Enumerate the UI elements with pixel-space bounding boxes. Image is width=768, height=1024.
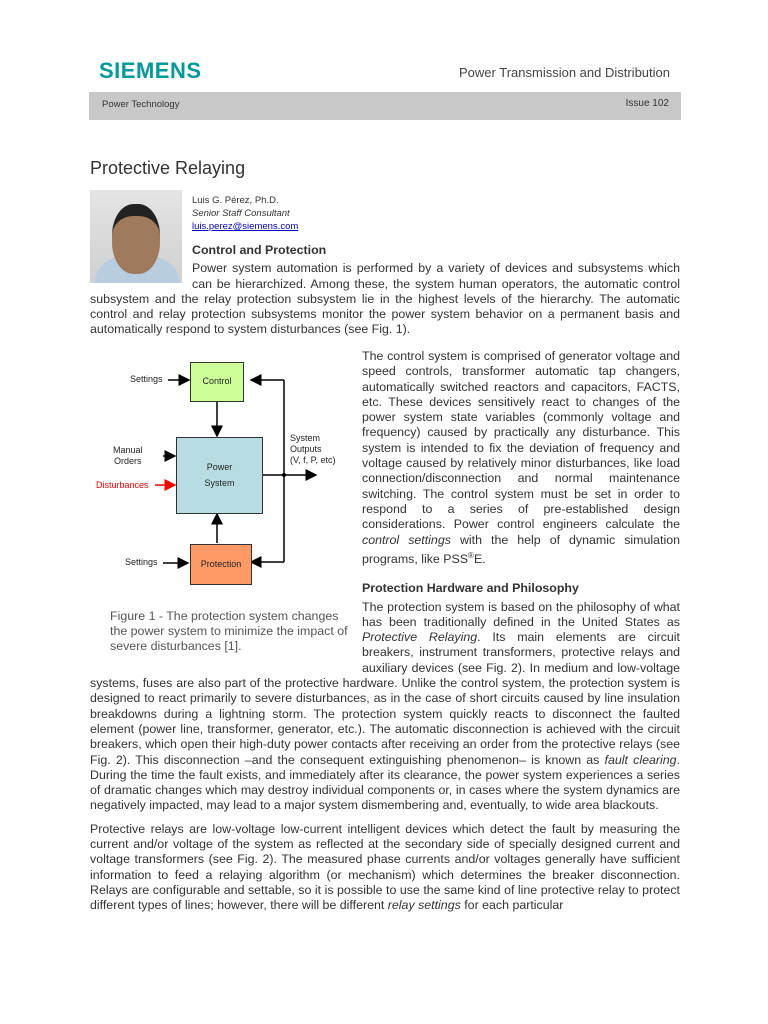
section-heading-control: Control and Protection [192,243,327,257]
header-band [89,92,681,120]
outputs-line: (V, f, P, etc) [290,455,336,465]
emphasis: Protective Relaying [362,630,478,645]
emphasis: control settings [362,532,451,547]
author-photo [90,190,182,283]
text: Protective relays are low-voltage low-current intelligent devices which detect the fault by measuring the current and/or voltage of the system as reflected at the secondary side of specially designed current and voltage transformers (see Fig. 2). The measured phase currents and/or voltages generally have sufficient information to feed a relaying algorithm (or mechanism) which determines the breaker disconnection. Relays are configurable and settable, so it is possible to use the same kind of line protective relay to protect different types of lines; however, there will be different [90,821,680,913]
manual-label: Manual [113,445,143,455]
text: for each particular [460,898,564,913]
power-system-block [176,437,263,514]
text: . Its main elements are circuit breakers, instrument transformers, protective relays and auxiliary devices (see Fig. 2). In medium and low-voltage systems, fuses are also part of the protective hardware. Unlike the control system, the protection system is designed to react primarily to severe disturbances, as in the case of short circuits caused by line insulation breakdowns during a lightning storm. The protection system quickly reacts to disconnect the faulted element (power line, transformer, generator, etc.). The automatic disconnection is achieved with the circuit breakers, which open their high-duty power contacts after receiving an order from the protective relays (see Fig. 2). This disconnection –and the consequent extinguishing phenomenon– is known as [90,630,680,767]
siemens-logo: SIEMENS [99,58,202,83]
issue-label: Issue 102 [625,98,669,109]
division-title: Power Transmission and Distribution [459,65,670,80]
figure-caption: Figure 1 - The protection system changes the power system to minimize the impact of severe disturbances [1]. [110,609,348,653]
article-title: Protective Relaying [90,158,246,178]
disturbances-label: Disturbances [96,480,149,490]
protection-block: Protection [190,544,252,585]
outputs-line: Outputs [290,444,322,454]
figure-1 [90,349,362,667]
body-section [90,349,680,922]
system-outputs-label [290,433,336,466]
manual-orders-label [113,445,143,467]
control-block: Control [190,362,244,402]
text: The control system is comprised of generator voltage and speed controls, transformer automatic tap changers, automatically switched reactors and capacitors, FACTS, etc. These devices sensitively react to changes of the power system state variables (commonly voltage and frequency) caused by practically any disturbance. This system is intended to fix the deviation of frequency and voltage caused by relatively minor disturbances, like load connection/disconnection and normal maintenance switching. The control system must be set in order to respond to a series of pre-established design considerations. Power control engineers calculate the [362,349,680,532]
paragraph [90,822,680,914]
intro-section [90,190,680,346]
orders-label: Orders [114,456,142,466]
power-label: Power [206,462,233,473]
registered-mark: ® [468,550,474,560]
settings-label: Settings [125,557,158,567]
system-label: System [204,477,235,488]
section-label: Power Technology [102,99,180,110]
section-heading-protection: Protection Hardware and Philosophy [362,581,579,596]
author-name: Luis G. Pérez, Ph.D. [192,195,279,206]
outputs-line: System [290,433,321,443]
author-role: Senior Staff Consultant [192,208,290,219]
emphasis: fault clearing [604,752,677,767]
paragraph: Power system automation is performed by a variety of devices and subsystems which can be hierarchized. Among these, the system human operators, the automatic control subsystem and the relay protection subsystem lie in the highest levels of the hierarchy. The automatic control and relay protection subsystems monitor the power system behavior on a permanent basis and automatically respond to system disturbances (see Fig. 1). [90,261,680,337]
settings-label: Settings [130,374,163,384]
author-email-link[interactable]: luis.perez@siemens.com [192,221,299,232]
emphasis: relay settings [387,898,461,913]
text: E. [473,551,486,566]
text: . During the time the fault exists, and immediately after its clearance, the power system experiences a series of dramatic changes which may destroy individual components or, in cases where the system dynamics are negatively impacted, may lead to a major system dismembering and, eventually, to wide area blackouts. [90,752,680,813]
text: with the help of dynamic simulation programs, like PSS [362,532,680,566]
text: The protection system is based on the philosophy of what has been traditionally defined in the United States as [362,599,680,629]
